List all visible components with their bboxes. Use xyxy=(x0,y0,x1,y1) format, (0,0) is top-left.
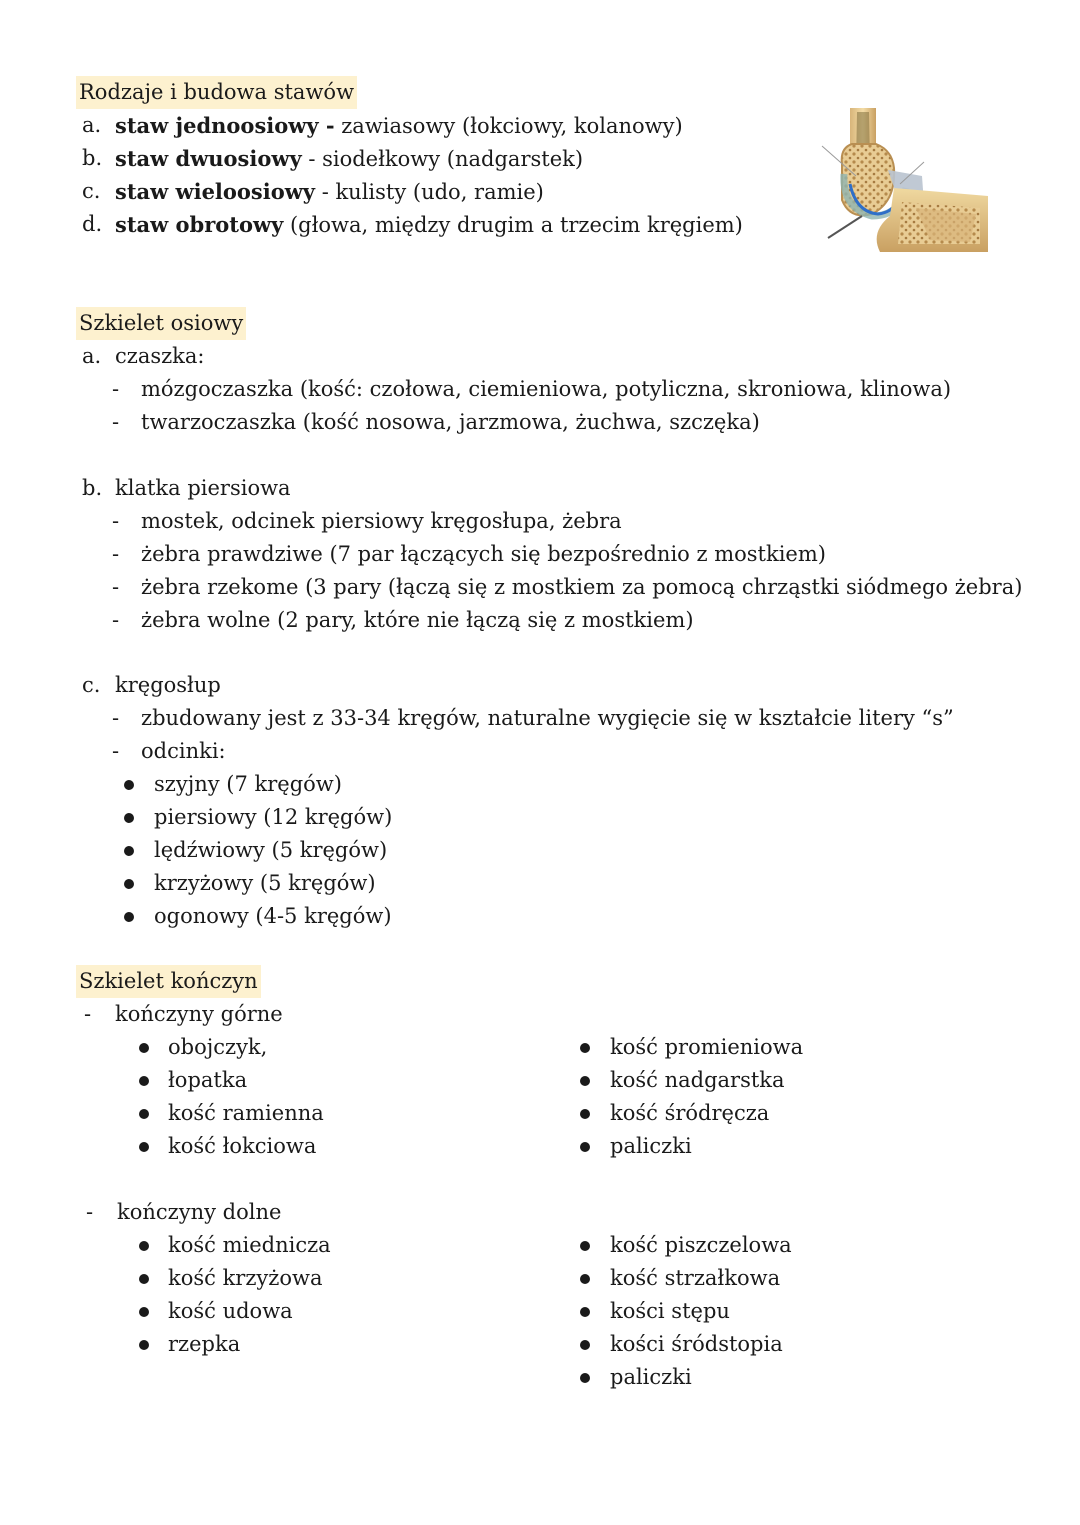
bullet-item: kość promieniowa xyxy=(0,1031,1000,1064)
bullet-item: paliczki xyxy=(0,1130,1000,1163)
dash-item: - mostek, odcinek piersiowy kręgosłupa, żebra xyxy=(112,509,622,533)
term: staw wieloosiowy xyxy=(115,179,316,204)
list-label: klatka piersiowa xyxy=(115,476,291,500)
bullet-item: szyjny (7 kręgów) xyxy=(0,768,1000,801)
limbs-lower xyxy=(0,1196,1000,1229)
dash-item: - zbudowany jest z 33-34 kręgów, naturalne wygięcie się w kształcie litery “s” xyxy=(112,706,954,730)
heading-joints: Rodzaje i budowa stawów xyxy=(76,76,357,109)
bullet-item: kość krzyżowa xyxy=(0,1262,540,1295)
bullet-item: piersiowy (12 kręgów) xyxy=(0,801,1000,834)
bullet-icon xyxy=(580,1241,590,1251)
list-item: - kończyny górne xyxy=(0,998,1000,1031)
list-marker: c. xyxy=(82,179,101,203)
list-label: kręgosłup xyxy=(115,673,221,697)
bullet-icon xyxy=(580,1043,590,1053)
list-marker: a. xyxy=(82,344,102,368)
lower-right-column xyxy=(0,1229,1000,1394)
list-label: kończyny dolne xyxy=(117,1200,282,1224)
dash-item: - żebra rzekome (3 pary (łączą się z mostkiem za pomocą chrząstki siódmego żebra) xyxy=(112,575,1023,599)
heading-axial-skeleton: Szkielet osiowy xyxy=(76,307,246,340)
bullet-icon xyxy=(580,1373,590,1383)
bullet-icon xyxy=(580,1274,590,1284)
list-item: - kończyny dolne xyxy=(0,1196,1000,1229)
bullet-item: krzyżowy (5 kręgów) xyxy=(0,867,1000,900)
bullet-item: łopatka xyxy=(0,1064,540,1097)
list-item xyxy=(0,669,1000,702)
definition: (głowa, między drugim a trzecim kręgiem) xyxy=(283,213,743,237)
list-marker: c. xyxy=(82,673,101,697)
dash-item: - żebra prawdziwe (7 par łączących się bezpośrednio z mostkiem) xyxy=(112,542,826,566)
bullet-item: kość udowa xyxy=(0,1295,540,1328)
bullet-item: kości śródstopia xyxy=(0,1328,1000,1361)
term: staw dwuosiowy xyxy=(115,146,302,171)
list-marker: d. xyxy=(82,212,103,236)
bullet-icon xyxy=(580,1109,590,1119)
axial-spine xyxy=(0,669,1000,933)
axial-chest xyxy=(0,472,1023,637)
definition: zawiasowy (łokciowy, kolanowy) xyxy=(334,114,683,138)
bullet-icon xyxy=(580,1076,590,1086)
list-label: czaszka: xyxy=(115,344,205,368)
list-marker: b. xyxy=(82,146,103,170)
bullet-item: kość ramienna xyxy=(0,1097,540,1130)
bullet-item: kość nadgarstka xyxy=(0,1064,1000,1097)
bullet-icon xyxy=(124,912,134,922)
bullet-icon xyxy=(580,1340,590,1350)
bullet-icon xyxy=(124,846,134,856)
definition: - kulisty (udo, ramie) xyxy=(315,180,544,204)
bullet-icon xyxy=(580,1142,590,1152)
list-item xyxy=(0,472,1000,505)
term: staw jednoosiowy - xyxy=(115,113,335,138)
list-marker: a. xyxy=(82,113,102,137)
definition: - siodełkowy (nadgarstek) xyxy=(301,147,584,171)
dash-item: - żebra wolne (2 pary, które nie łączą się z mostkiem) xyxy=(112,608,694,632)
dash-item: - twarzoczaszka (kość nosowa, jarzmowa, żuchwa, szczęka) xyxy=(112,410,760,434)
bullet-icon xyxy=(124,879,134,889)
bullet-item: paliczki xyxy=(0,1361,1000,1394)
bullet-icon xyxy=(580,1307,590,1317)
bullet-item: kość strzałkowa xyxy=(0,1262,1000,1295)
bullet-icon xyxy=(124,813,134,823)
bullet-item: kość miednicza xyxy=(0,1229,540,1262)
limbs-upper xyxy=(0,998,1000,1031)
dash-item: - mózgoczaszka (kość: czołowa, ciemieniowa, potyliczna, skroniowa, klinowa) xyxy=(112,377,952,401)
bullet-item: lędźwiowy (5 kręgów) xyxy=(0,834,1000,867)
axial-skull xyxy=(0,340,1000,439)
bullet-item: obojczyk, xyxy=(0,1031,540,1064)
list-item xyxy=(0,340,1000,373)
list-label: kończyny górne xyxy=(115,1002,283,1026)
list-marker: b. xyxy=(82,476,103,500)
heading-limb-skeleton: Szkielet kończyn xyxy=(76,965,261,998)
upper-right-column xyxy=(0,1031,1000,1163)
bullet-item: kości stępu xyxy=(0,1295,1000,1328)
bullet-item: ogonowy (4-5 kręgów) xyxy=(0,900,1000,933)
term: staw obrotowy xyxy=(115,212,284,237)
bullet-item: kość piszczelowa xyxy=(0,1229,1000,1262)
bullet-item: rzepka xyxy=(0,1328,540,1361)
elbow-joint-illustration xyxy=(820,104,992,260)
bullet-item: kość śródręcza xyxy=(0,1097,1000,1130)
dash-item: - odcinki: xyxy=(112,739,226,763)
bullet-item: kość łokciowa xyxy=(0,1130,540,1163)
bullet-icon xyxy=(124,780,134,790)
